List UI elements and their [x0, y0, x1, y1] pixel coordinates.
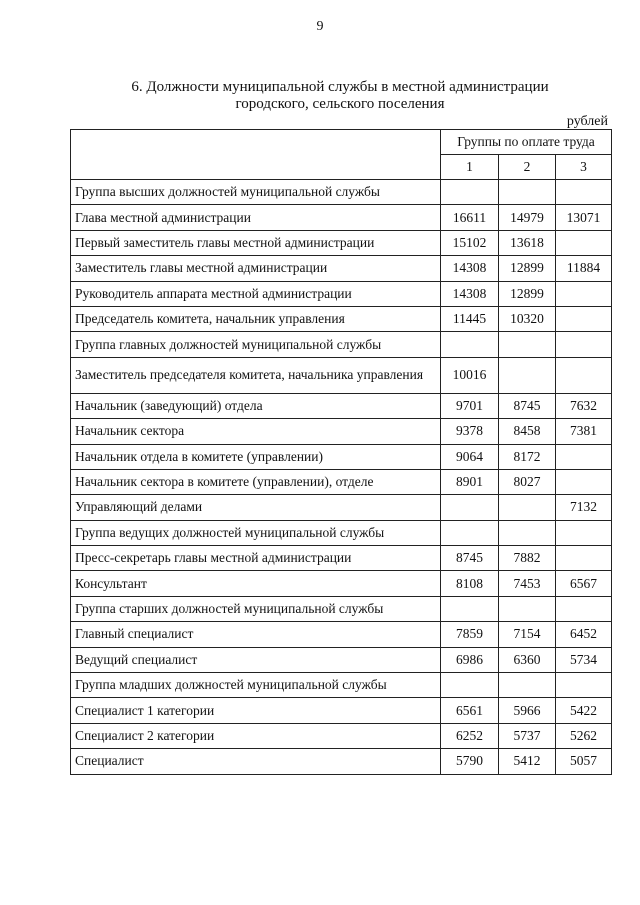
- position-name: Специалист 2 категории: [71, 723, 441, 748]
- table-row: [71, 393, 612, 418]
- salary-group-1-cell: 7859: [441, 622, 499, 647]
- salary-group-2-cell: 13618: [499, 230, 556, 255]
- pay-groups-header: Группы по оплате труда: [441, 130, 612, 155]
- salary-group-3-cell: 6567: [556, 571, 612, 596]
- table-row: [71, 495, 612, 520]
- position-name: Специалист: [71, 749, 441, 774]
- position-name: Начальник сектора в комитете (управлении), отделе: [71, 469, 441, 494]
- position-name: Заместитель председателя комитета, начальника управления: [71, 357, 441, 393]
- position-name: Глава местной администрации: [71, 205, 441, 230]
- group-label: Группа высших должностей муниципальной службы: [71, 180, 441, 205]
- salary-group-3-cell: [556, 469, 612, 494]
- table-header-row: [71, 130, 612, 155]
- salary-group-1-cell: [441, 495, 499, 520]
- salary-group-2-cell: 12899: [499, 281, 556, 306]
- position-column-header: [71, 130, 441, 180]
- salary-group-2-cell: [499, 596, 556, 621]
- salary-group-2-cell: 7154: [499, 622, 556, 647]
- table-row: [71, 444, 612, 469]
- salary-group-3-cell: 5734: [556, 647, 612, 672]
- salary-group-2-cell: 5412: [499, 749, 556, 774]
- salary-group-1-cell: 10016: [441, 357, 499, 393]
- group-row: [71, 673, 612, 698]
- salary-group-2-cell: 12899: [499, 256, 556, 281]
- group-label: Группа ведущих должностей муниципальной службы: [71, 520, 441, 545]
- salary-group-3-cell: 5262: [556, 723, 612, 748]
- salary-group-2-cell: [499, 520, 556, 545]
- salary-group-2-cell: 7453: [499, 571, 556, 596]
- salary-group-3-cell: 7132: [556, 495, 612, 520]
- group-row: [71, 520, 612, 545]
- salary-group-2-cell: 6360: [499, 647, 556, 672]
- salary-group-3-cell: 7381: [556, 419, 612, 444]
- salary-group-3-cell: 11884: [556, 256, 612, 281]
- table-row: [71, 622, 612, 647]
- group-label: Группа младших должностей муниципальной службы: [71, 673, 441, 698]
- group-number-1: 1: [441, 155, 499, 180]
- group-number-2: 2: [499, 155, 556, 180]
- salary-group-2-cell: 8458: [499, 419, 556, 444]
- salary-group-3-cell: [556, 180, 612, 205]
- salary-group-1-cell: 6561: [441, 698, 499, 723]
- salary-group-3-cell: [556, 306, 612, 331]
- salary-group-3-cell: [556, 546, 612, 571]
- currency-unit: рублей: [566, 114, 608, 129]
- salary-group-3-cell: [556, 230, 612, 255]
- table-row: [71, 205, 612, 230]
- salary-group-2-cell: 10320: [499, 306, 556, 331]
- table-row: [71, 281, 612, 306]
- salary-group-2-cell: 7882: [499, 546, 556, 571]
- salary-group-1-cell: 16611: [441, 205, 499, 230]
- group-row: [71, 596, 612, 621]
- position-name: Управляющий делами: [71, 495, 441, 520]
- group-row: [71, 332, 612, 357]
- position-name: Начальник сектора: [71, 419, 441, 444]
- table-row: [71, 647, 612, 672]
- position-name: Председатель комитета, начальник управления: [71, 306, 441, 331]
- table-row: [71, 698, 612, 723]
- position-name: Консультант: [71, 571, 441, 596]
- salary-group-2-cell: 8172: [499, 444, 556, 469]
- salary-group-3-cell: 6452: [556, 622, 612, 647]
- position-name: Руководитель аппарата местной администрации: [71, 281, 441, 306]
- salary-group-1-cell: 8108: [441, 571, 499, 596]
- salary-group-3-cell: [556, 673, 612, 698]
- table-row: [71, 256, 612, 281]
- page-number: 9: [316, 19, 324, 34]
- salary-group-3-cell: 13071: [556, 205, 612, 230]
- position-name: Специалист 1 категории: [71, 698, 441, 723]
- salary-group-1-cell: 14308: [441, 256, 499, 281]
- salary-group-2-cell: [499, 673, 556, 698]
- document-title: [60, 79, 620, 113]
- position-name: Первый заместитель главы местной администрации: [71, 230, 441, 255]
- position-name: Заместитель главы местной администрации: [71, 256, 441, 281]
- salary-group-2-cell: 5737: [499, 723, 556, 748]
- salary-group-3-cell: 5057: [556, 749, 612, 774]
- position-name: Главный специалист: [71, 622, 441, 647]
- salary-group-1-cell: 9701: [441, 393, 499, 418]
- salary-group-1-cell: [441, 180, 499, 205]
- salary-group-2-cell: 8027: [499, 469, 556, 494]
- salary-group-2-cell: [499, 495, 556, 520]
- salary-group-1-cell: [441, 520, 499, 545]
- salary-group-1-cell: 5790: [441, 749, 499, 774]
- salary-group-2-cell: [499, 332, 556, 357]
- salary-group-1-cell: [441, 673, 499, 698]
- salary-group-3-cell: [556, 332, 612, 357]
- table-row: [71, 419, 612, 444]
- salary-group-1-cell: 8745: [441, 546, 499, 571]
- salary-group-1-cell: 8901: [441, 469, 499, 494]
- salary-group-3-cell: [556, 444, 612, 469]
- salary-group-3-cell: 7632: [556, 393, 612, 418]
- group-row: [71, 180, 612, 205]
- table-row: [71, 469, 612, 494]
- table-row: [71, 230, 612, 255]
- salary-group-3-cell: [556, 281, 612, 306]
- title-line-2: городского, сельского поселения: [235, 96, 445, 112]
- position-name: Пресс-секретарь главы местной администрации: [71, 546, 441, 571]
- salary-group-1-cell: [441, 332, 499, 357]
- table-row: [71, 546, 612, 571]
- salary-table: [70, 129, 612, 775]
- salary-group-1-cell: 9064: [441, 444, 499, 469]
- salary-group-1-cell: 15102: [441, 230, 499, 255]
- table-row: [71, 723, 612, 748]
- table-row: [71, 306, 612, 331]
- table-row: [71, 357, 612, 393]
- title-line-1: 6. Должности муниципальной службы в местной администрации: [131, 79, 549, 95]
- table-row: [71, 571, 612, 596]
- salary-group-3-cell: [556, 596, 612, 621]
- table-row: [71, 749, 612, 774]
- salary-group-1-cell: 6252: [441, 723, 499, 748]
- salary-group-1-cell: 6986: [441, 647, 499, 672]
- salary-group-2-cell: 14979: [499, 205, 556, 230]
- salary-group-1-cell: 9378: [441, 419, 499, 444]
- salary-group-1-cell: 14308: [441, 281, 499, 306]
- position-name: Начальник (заведующий) отдела: [71, 393, 441, 418]
- group-label: Группа главных должностей муниципальной службы: [71, 332, 441, 357]
- salary-group-1-cell: 11445: [441, 306, 499, 331]
- position-name: Ведущий специалист: [71, 647, 441, 672]
- position-name: Начальник отдела в комитете (управлении): [71, 444, 441, 469]
- salary-group-3-cell: [556, 357, 612, 393]
- table-body: [71, 180, 612, 775]
- salary-group-2-cell: 8745: [499, 393, 556, 418]
- group-label: Группа старших должностей муниципальной службы: [71, 596, 441, 621]
- salary-group-2-cell: [499, 180, 556, 205]
- salary-group-2-cell: 5966: [499, 698, 556, 723]
- salary-group-1-cell: [441, 596, 499, 621]
- salary-group-3-cell: 5422: [556, 698, 612, 723]
- salary-group-3-cell: [556, 520, 612, 545]
- salary-group-2-cell: [499, 357, 556, 393]
- group-number-3: 3: [556, 155, 612, 180]
